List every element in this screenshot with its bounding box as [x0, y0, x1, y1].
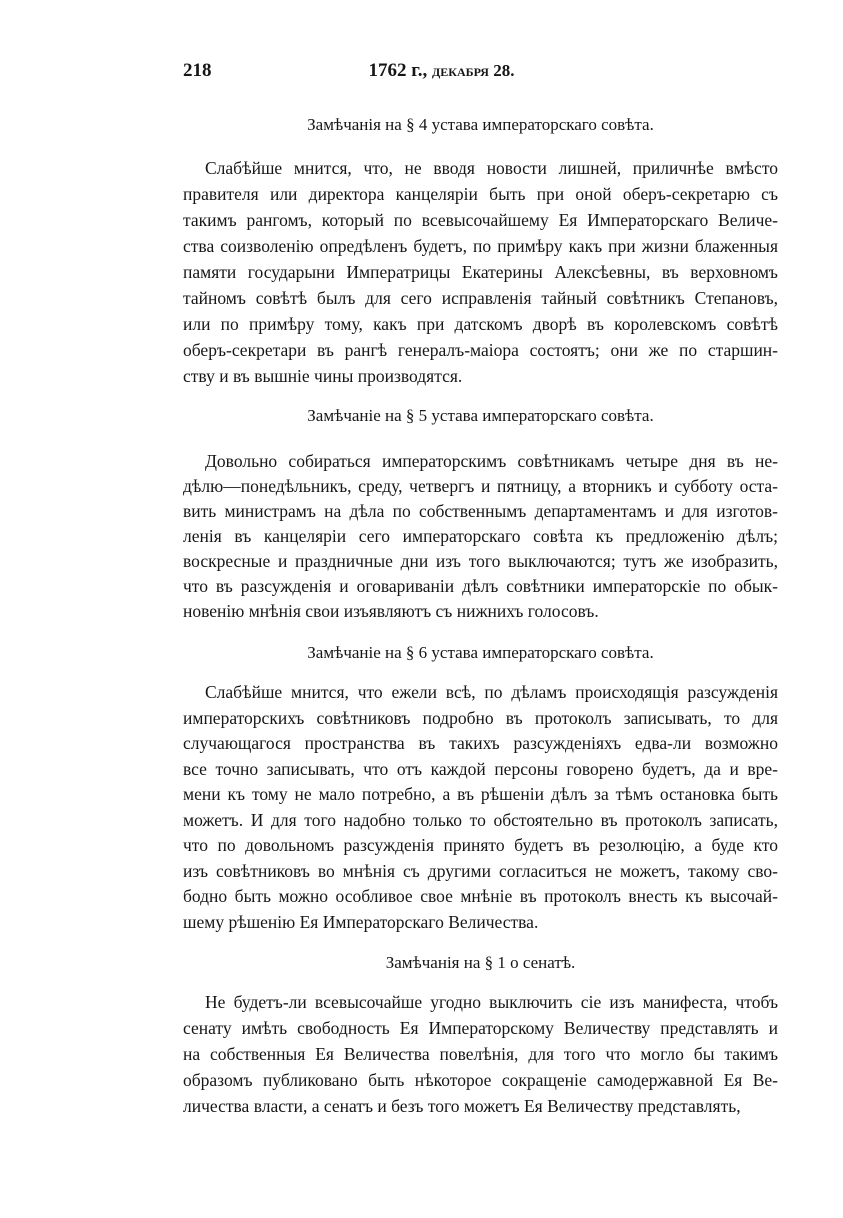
section-heading: Замѣчаніе на § 5 устава императорскаго совѣта.: [307, 406, 654, 425]
text-line: памяти государыни Императрицы Екатерины Алексѣевны, въ верховномъ: [183, 262, 778, 282]
text-line: изъ совѣтниковъ во мнѣнія съ другими согласиться не можетъ, такому сво-: [183, 860, 778, 881]
text-line: воскресные и праздничные дни изъ того выключаются; тутъ же изобразить,: [183, 551, 778, 571]
text-line: правителя или директора канцеляріи быть при оной оберъ-секретарю съ: [183, 184, 778, 204]
text-line: Слабѣйше мнится, что ежели всѣ, по дѣламъ происходящія разсужденія: [205, 682, 778, 702]
text-line: ства соизволенію опредѣленъ будетъ, по примѣру какъ при жизни блаженныя: [183, 236, 778, 256]
text-line: или по примѣру тому, какъ при датскомъ дворѣ въ королевскомъ совѣтѣ: [183, 314, 778, 334]
text-line: вить министрамъ на дѣла по собственнымъ департаментамъ и для изготов-: [183, 501, 778, 521]
text-line: оберъ-секретари въ рангѣ генералъ-маіора состоятъ; они же по старшин-: [183, 340, 778, 360]
section-heading: Замѣчаніе на § 6 устава императорскаго совѣта.: [307, 643, 654, 662]
text-line: такимъ рангомъ, который по всевысочайшему Ея Императорскаго Величе-: [183, 210, 778, 230]
section-paragraph: [183, 449, 778, 624]
page-number: 218: [183, 60, 212, 81]
running-head: [0, 60, 843, 82]
text-line: бодно быть можно особливое свое мнѣніе въ протоколъ внесть къ высочай-: [183, 886, 778, 906]
section-heading: Замѣчанія на § 4 устава императорскаго совѣта.: [307, 115, 654, 134]
text-line: можетъ. И для того надобно только то обстоятельно въ протоколъ записать,: [183, 809, 778, 830]
text-line: тайномъ совѣтѣ былъ для сего исправленія тайный совѣтникъ Степановъ,: [183, 288, 778, 308]
text-line: все точно записывать, что отъ каждой персоны говорено будетъ, да и вре-: [183, 758, 778, 779]
section-heading: Замѣчанія на § 1 о сенатѣ.: [385, 953, 576, 972]
section-paragraph: [183, 155, 778, 389]
running-head-date: декабря 28.: [432, 61, 515, 80]
text-line: что въ разсужденія и оговариваніи дѣлъ совѣтники императорскіе по обык-: [183, 576, 778, 596]
text-line: шему рѣшенію Ея Императорскаго Величества.: [183, 911, 539, 932]
section-paragraph: [183, 989, 778, 1119]
text-line: императорскихъ совѣтниковъ подробно въ протоколъ записывать, то для: [183, 707, 778, 728]
text-line: новенію мнѣнія свои изъявляютъ съ нижнихъ голосовъ.: [183, 601, 599, 621]
text-line: Не будетъ-ли всевысочайше угодно выключить сіе изъ манифеста, чтобъ: [205, 992, 778, 1012]
text-line: ленія въ канцеляріи сего императорскаго совѣта къ предложенію дѣлъ;: [183, 526, 778, 546]
text-line: Довольно собираться императорскимъ совѣтникамъ четыре дня въ не-: [205, 451, 778, 471]
text-line: что по довольномъ разсужденія принято будетъ въ резолюцію, а буде кто: [183, 835, 778, 855]
text-line: случающагося пространства въ такихъ разсужденіяхъ едва-ли возможно: [183, 733, 778, 753]
text-line: мени къ тому не мало потребно, а въ рѣшеніи дѣлъ за тѣмъ остановка быть: [183, 784, 778, 804]
text-line: личества власти, а сенатъ и безъ того можетъ Ея Величеству представлять,: [183, 1096, 741, 1116]
text-line: ству и въ вышніе чины производятся.: [183, 366, 463, 386]
text-line: образомъ публиковано быть нѣкоторое сокращеніе самодержавной Ея Ве-: [183, 1070, 778, 1090]
section-paragraph: [183, 680, 778, 935]
text-line: дѣлю—понедѣльникъ, среду, четвергъ и пятницу, а вторникъ и субботу оста-: [183, 476, 778, 496]
text-line: Слабѣйше мнится, что, не вводя новости лишней, приличнѣе вмѣсто: [205, 158, 778, 178]
text-line: сенату имѣть свободность Ея Императорскому Величеству представлять и: [183, 1018, 778, 1038]
running-head-year: 1762 г.,: [368, 60, 428, 81]
text-line: на собственныя Ея Величества повелѣнія, для того что могло бы такимъ: [183, 1044, 778, 1064]
